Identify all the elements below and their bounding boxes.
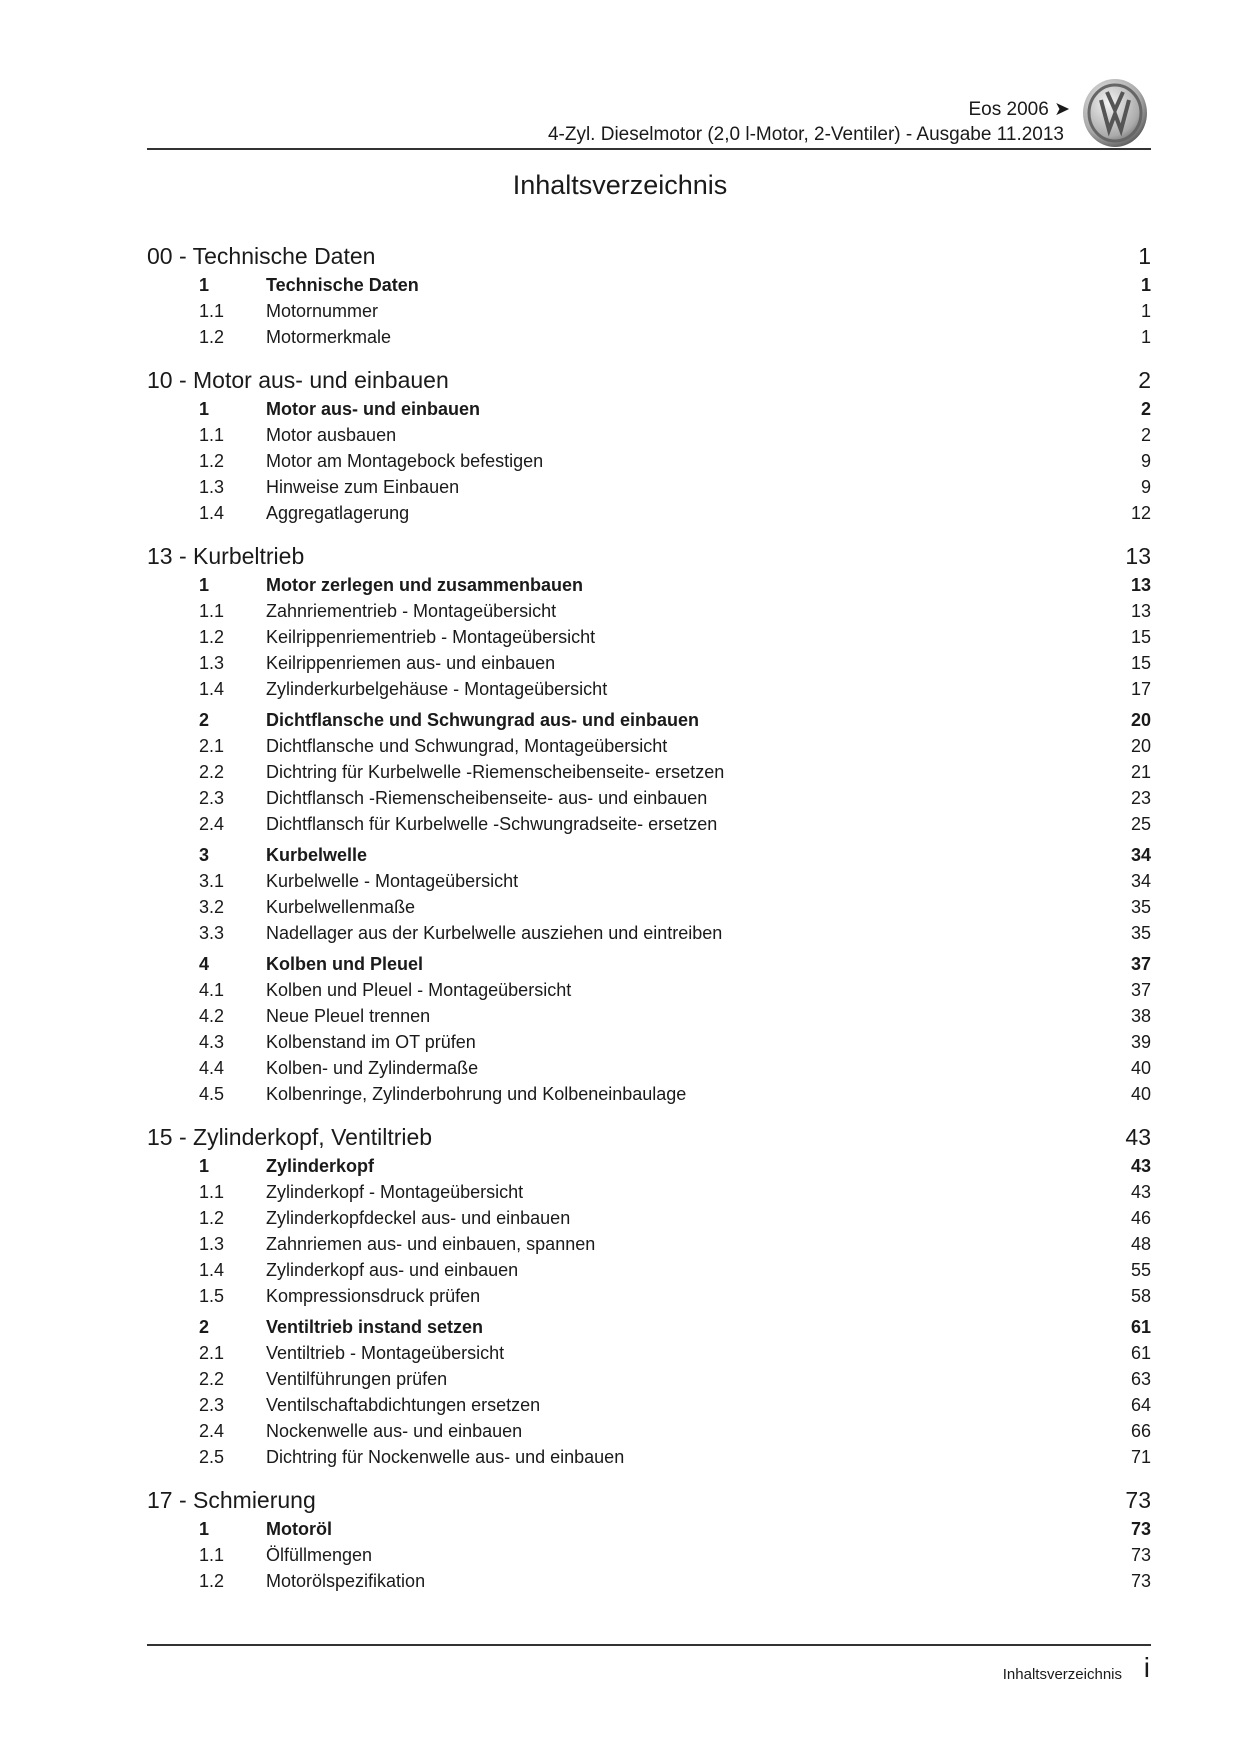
- section-number: 4: [199, 953, 210, 974]
- chapter-title: 17 - Schmierung: [147, 1487, 316, 1513]
- dot-leader: [342, 1516, 1105, 1542]
- toc-entry[interactable]: [147, 1283, 1151, 1309]
- entry-number: 1.3: [199, 1233, 225, 1254]
- chapter-title: 10 - Motor aus- und einbauen: [147, 367, 449, 393]
- toc-section[interactable]: [147, 396, 1151, 422]
- section-number: 3: [199, 844, 210, 865]
- header-model: Eos 2006 ➤: [968, 99, 1070, 120]
- dot-leader: [330, 1485, 1095, 1516]
- dot-leader: [709, 707, 1105, 733]
- toc-entry[interactable]: [147, 1205, 1151, 1231]
- entry-page: 9: [1140, 450, 1151, 471]
- entry-number: 4.1: [199, 979, 225, 1000]
- toc-entry[interactable]: [147, 733, 1151, 759]
- entry-number: 1.1: [199, 300, 225, 321]
- entry-title: Kolben und Pleuel - Montageübersicht: [266, 979, 572, 1000]
- section-title: Kolben und Pleuel: [266, 953, 424, 974]
- section-page: 1: [1140, 274, 1151, 295]
- dot-leader: [425, 894, 1105, 920]
- entry-title: Nadellager aus der Kurbelwelle ausziehen und eintreiben: [266, 922, 723, 943]
- dot-leader: [732, 920, 1105, 946]
- dot-leader: [377, 842, 1105, 868]
- entry-number: 1.4: [199, 1259, 225, 1280]
- entry-title: Kompressionsdruck prüfen: [266, 1285, 481, 1306]
- chapter-page: 43: [1125, 1124, 1151, 1150]
- entry-title: Ventilschaftabdichtungen ersetzen: [266, 1394, 541, 1415]
- entry-title: Zahnriemen aus- und einbauen, spannen: [266, 1233, 596, 1254]
- table-of-contents: [147, 241, 1151, 1594]
- entry-title: Motornummer: [266, 300, 379, 321]
- dot-leader: [401, 324, 1105, 350]
- entry-title: Dichtflansch -Riemenscheibenseite- aus- und einbauen: [266, 787, 708, 808]
- entry-page: 37: [1130, 979, 1151, 1000]
- entry-page: 1: [1140, 326, 1151, 347]
- dot-leader: [457, 1366, 1105, 1392]
- section-number: 2: [199, 1316, 210, 1337]
- entry-page: 15: [1130, 626, 1151, 647]
- dot-leader: [617, 676, 1105, 702]
- entry-page: 17: [1130, 678, 1151, 699]
- section-page: 73: [1130, 1518, 1151, 1539]
- entry-page: 25: [1130, 813, 1151, 834]
- entry-number: 4.5: [199, 1083, 225, 1104]
- toc-entry[interactable]: [147, 324, 1151, 350]
- entry-title: Kolben- und Zylindermaße: [266, 1057, 479, 1078]
- toc-section[interactable]: [147, 1516, 1151, 1542]
- dot-leader: [486, 1029, 1105, 1055]
- entry-page: 15: [1130, 652, 1151, 673]
- toc-entry[interactable]: [147, 1003, 1151, 1029]
- entry-title: Ventilführungen prüfen: [266, 1368, 448, 1389]
- entry-page: 73: [1130, 1544, 1151, 1565]
- toc-entry[interactable]: [147, 500, 1151, 526]
- entry-number: 4.4: [199, 1057, 225, 1078]
- entry-page: 40: [1130, 1083, 1151, 1104]
- entry-page: 48: [1130, 1233, 1151, 1254]
- entry-title: Kolbenringe, Zylinderbohrung und Kolbeneinbaulage: [266, 1083, 687, 1104]
- entry-number: 2.3: [199, 1394, 225, 1415]
- entry-page: 1: [1140, 300, 1151, 321]
- toc-section[interactable]: [147, 572, 1151, 598]
- entry-page: 2: [1140, 424, 1151, 445]
- toc-entry[interactable]: [147, 868, 1151, 894]
- entry-title: Kolbenstand im OT prüfen: [266, 1031, 476, 1052]
- section-title: Ventiltrieb instand setzen: [266, 1316, 484, 1337]
- entry-page: 55: [1130, 1259, 1151, 1280]
- toc-entry[interactable]: [147, 598, 1151, 624]
- dot-leader: [581, 977, 1105, 1003]
- entry-number: 1.3: [199, 476, 225, 497]
- entry-page: 35: [1130, 896, 1151, 917]
- entry-title: Kurbelwelle - Montageübersicht: [266, 870, 519, 891]
- dot-leader: [605, 624, 1105, 650]
- dot-leader: [469, 474, 1105, 500]
- toc-entry[interactable]: [147, 1340, 1151, 1366]
- toc-section[interactable]: [147, 272, 1151, 298]
- toc-entry[interactable]: [147, 785, 1151, 811]
- entry-number: 1.2: [199, 1207, 225, 1228]
- dot-leader: [382, 1542, 1105, 1568]
- toc-entry[interactable]: [147, 448, 1151, 474]
- entry-number: 2.5: [199, 1446, 225, 1467]
- toc-entry[interactable]: [147, 894, 1151, 920]
- dot-leader: [727, 811, 1105, 837]
- entry-title: Neue Pleuel trennen: [266, 1005, 431, 1026]
- section-number: 2: [199, 709, 210, 730]
- entry-title: Zylinderkopf - Montageübersicht: [266, 1181, 524, 1202]
- footer-section: Inhaltsverzeichnis: [1002, 1666, 1122, 1683]
- footer-page-number: i: [1143, 1652, 1150, 1683]
- entry-number: 2.4: [199, 1420, 225, 1441]
- toc-entry[interactable]: [147, 1542, 1151, 1568]
- entry-page: 66: [1130, 1420, 1151, 1441]
- entry-number: 1.2: [199, 450, 225, 471]
- toc-entry[interactable]: [147, 298, 1151, 324]
- dot-leader: [696, 1081, 1105, 1107]
- dot-leader: [440, 1003, 1105, 1029]
- entry-number: 1.3: [199, 652, 225, 673]
- entry-title: Zylinderkopf aus- und einbauen: [266, 1259, 519, 1280]
- dot-leader: [734, 759, 1105, 785]
- entry-number: 1.1: [199, 1544, 225, 1565]
- section-number: 1: [199, 1155, 210, 1176]
- dot-leader: [490, 1283, 1105, 1309]
- toc-section[interactable]: [147, 1153, 1151, 1179]
- entry-number: 1.1: [199, 1181, 225, 1202]
- section-number: 1: [199, 398, 210, 419]
- entry-number: 1.5: [199, 1285, 225, 1306]
- entry-title: Dichtring für Nockenwelle aus- und einbauen: [266, 1446, 625, 1467]
- toc-entry[interactable]: [147, 650, 1151, 676]
- dot-leader: [593, 572, 1105, 598]
- dot-leader: [446, 1122, 1095, 1153]
- entry-page: 43: [1130, 1181, 1151, 1202]
- dot-leader: [433, 951, 1105, 977]
- entry-page: 39: [1130, 1031, 1151, 1052]
- toc-entry[interactable]: [147, 1081, 1151, 1107]
- entry-number: 2.3: [199, 787, 225, 808]
- section-number: 1: [199, 274, 210, 295]
- entry-number: 1.2: [199, 326, 225, 347]
- toc-entry[interactable]: [147, 1257, 1151, 1283]
- entry-title: Dichtring für Kurbelwelle -Riemenscheibenseite- ersetzen: [266, 761, 725, 782]
- toc-entry[interactable]: [147, 759, 1151, 785]
- toc-entry[interactable]: [147, 1055, 1151, 1081]
- dot-leader: [565, 650, 1105, 676]
- section-page: 2: [1140, 398, 1151, 419]
- toc-entry[interactable]: [147, 1366, 1151, 1392]
- dot-leader: [533, 1179, 1105, 1205]
- section-title: Motor aus- und einbauen: [266, 398, 480, 419]
- dot-leader: [488, 1055, 1105, 1081]
- dot-leader: [514, 1340, 1105, 1366]
- entry-page: 38: [1130, 1005, 1151, 1026]
- dot-leader: [605, 1231, 1105, 1257]
- section-number: 1: [199, 574, 210, 595]
- section-title: Motor zerlegen und zusammenbauen: [266, 574, 584, 595]
- entry-number: 3.1: [199, 870, 225, 891]
- entry-page: 73: [1130, 1570, 1151, 1591]
- entry-number: 1.2: [199, 1570, 225, 1591]
- entry-title: Motor ausbauen: [266, 424, 397, 445]
- entry-title: Ventiltrieb - Montageübersicht: [266, 1342, 505, 1363]
- entry-page: 71: [1130, 1446, 1151, 1467]
- entry-title: Motor am Montagebock befestigen: [266, 450, 544, 471]
- entry-page: 20: [1130, 735, 1151, 756]
- entry-page: 12: [1130, 502, 1151, 523]
- entry-number: 2.2: [199, 1368, 225, 1389]
- entry-page: 61: [1130, 1342, 1151, 1363]
- entry-page: 23: [1130, 787, 1151, 808]
- entry-number: 2.4: [199, 813, 225, 834]
- entry-page: 46: [1130, 1207, 1151, 1228]
- chapter-page: 1: [1138, 243, 1151, 269]
- toc-chapter[interactable]: [147, 541, 1151, 572]
- dot-leader: [463, 365, 1095, 396]
- entry-page: 40: [1130, 1057, 1151, 1078]
- toc-entry[interactable]: [147, 624, 1151, 650]
- toc-chapter[interactable]: [147, 1485, 1151, 1516]
- dot-leader: [550, 1392, 1105, 1418]
- entry-title: Ölfüllmengen: [266, 1544, 373, 1565]
- entry-number: 2.1: [199, 735, 225, 756]
- toc-entry[interactable]: [147, 1392, 1151, 1418]
- toc-section[interactable]: [147, 951, 1151, 977]
- toc-section[interactable]: [147, 842, 1151, 868]
- toc-entry[interactable]: [147, 977, 1151, 1003]
- toc-entry[interactable]: [147, 1418, 1151, 1444]
- chapter-title: 15 - Zylinderkopf, Ventiltrieb: [147, 1124, 433, 1150]
- chapter-page: 73: [1125, 1487, 1151, 1513]
- chapter-title: 00 - Technische Daten: [147, 243, 376, 269]
- toc-entry[interactable]: [147, 920, 1151, 946]
- section-title: Zylinderkopf: [266, 1155, 375, 1176]
- chapter-page: 13: [1125, 543, 1151, 569]
- toc-entry[interactable]: [147, 422, 1151, 448]
- dot-leader: [532, 1418, 1105, 1444]
- dot-leader: [677, 733, 1105, 759]
- toc-entry[interactable]: [147, 1444, 1151, 1470]
- toc-entry[interactable]: [147, 474, 1151, 500]
- toc-entry[interactable]: [147, 1029, 1151, 1055]
- dot-leader: [388, 298, 1105, 324]
- entry-number: 1.4: [199, 678, 225, 699]
- entry-title: Aggregatlagerung: [266, 502, 410, 523]
- dot-leader: [318, 541, 1095, 572]
- header-divider: [147, 148, 1151, 150]
- entry-page: 35: [1130, 922, 1151, 943]
- entry-title: Dichtflansche und Schwungrad, Montageübersicht: [266, 735, 668, 756]
- dot-leader: [634, 1444, 1105, 1470]
- toc-chapter[interactable]: [147, 1122, 1151, 1153]
- entry-page: 64: [1130, 1394, 1151, 1415]
- dot-leader: [493, 1314, 1105, 1340]
- entry-title: Motorölspezifikation: [266, 1570, 426, 1591]
- entry-page: 63: [1130, 1368, 1151, 1389]
- chapter-page: 2: [1138, 367, 1151, 393]
- entry-title: Dichtflansch für Kurbelwelle -Schwungradseite- ersetzen: [266, 813, 718, 834]
- entry-page: 9: [1140, 476, 1151, 497]
- page-title: Inhaltsverzeichnis: [512, 170, 728, 200]
- header-subtitle: 4-Zyl. Dieselmotor (2,0 l-Motor, 2-Ventiler) - Ausgabe 11.2013: [547, 124, 1064, 145]
- entry-number: 3.3: [199, 922, 225, 943]
- toc-chapter[interactable]: [147, 241, 1151, 272]
- entry-number: 1.2: [199, 626, 225, 647]
- entry-number: 2.2: [199, 761, 225, 782]
- toc-entry[interactable]: [147, 1179, 1151, 1205]
- section-title: Motoröl: [266, 1518, 332, 1539]
- section-title: Dichtflansche und Schwungrad aus- und einbauen: [266, 709, 700, 730]
- entry-page: 21: [1130, 761, 1151, 782]
- section-title: Kurbelwelle: [266, 844, 368, 865]
- toc-entry[interactable]: [147, 676, 1151, 702]
- section-number: 1: [199, 1518, 210, 1539]
- entry-title: Motormerkmale: [266, 326, 392, 347]
- entry-page: 13: [1130, 600, 1151, 621]
- section-page: 20: [1130, 709, 1151, 730]
- entry-page: 58: [1130, 1285, 1151, 1306]
- entry-page: 34: [1130, 870, 1151, 891]
- toc-section[interactable]: [147, 707, 1151, 733]
- dot-leader: [566, 598, 1105, 624]
- dot-leader: [528, 1257, 1105, 1283]
- section-page: 37: [1130, 953, 1151, 974]
- toc-chapter[interactable]: [147, 365, 1151, 396]
- footer-divider: [147, 1644, 1151, 1646]
- entry-title: Nockenwelle aus- und einbauen: [266, 1420, 523, 1441]
- entry-title: Zylinderkopfdeckel aus- und einbauen: [266, 1207, 571, 1228]
- entry-title: Hinweise zum Einbauen: [266, 476, 460, 497]
- section-title: Technische Daten: [266, 274, 419, 295]
- entry-title: Keilrippenriemen aus- und einbauen: [266, 652, 556, 673]
- chapter-title: 13 - Kurbeltrieb: [147, 543, 305, 569]
- dot-leader: [528, 868, 1105, 894]
- entry-title: Zahnriementrieb - Montageübersicht: [266, 600, 557, 621]
- section-page: 61: [1130, 1316, 1151, 1337]
- dot-leader: [389, 241, 1095, 272]
- dot-leader: [490, 396, 1105, 422]
- section-page: 34: [1130, 844, 1151, 865]
- entry-number: 4.3: [199, 1031, 225, 1052]
- toc-entry[interactable]: [147, 1568, 1151, 1594]
- entry-number: 1.1: [199, 424, 225, 445]
- entry-number: 2.1: [199, 1342, 225, 1363]
- section-page: 43: [1130, 1155, 1151, 1176]
- vw-logo-icon: [1082, 78, 1148, 148]
- toc-section[interactable]: [147, 1314, 1151, 1340]
- toc-entry[interactable]: [147, 1231, 1151, 1257]
- dot-leader: [553, 448, 1105, 474]
- dot-leader: [429, 272, 1105, 298]
- dot-leader: [435, 1568, 1105, 1594]
- dot-leader: [717, 785, 1105, 811]
- dot-leader: [419, 500, 1105, 526]
- entry-title: Kurbelwellenmaße: [266, 896, 416, 917]
- entry-title: Zylinderkurbelgehäuse - Montageübersicht: [266, 678, 608, 699]
- dot-leader: [384, 1153, 1105, 1179]
- dot-leader: [406, 422, 1105, 448]
- entry-number: 1.4: [199, 502, 225, 523]
- entry-number: 3.2: [199, 896, 225, 917]
- entry-number: 4.2: [199, 1005, 225, 1026]
- section-page: 13: [1130, 574, 1151, 595]
- dot-leader: [580, 1205, 1105, 1231]
- entry-title: Keilrippenriementrieb - Montageübersicht: [266, 626, 596, 647]
- entry-number: 1.1: [199, 600, 225, 621]
- toc-entry[interactable]: [147, 811, 1151, 837]
